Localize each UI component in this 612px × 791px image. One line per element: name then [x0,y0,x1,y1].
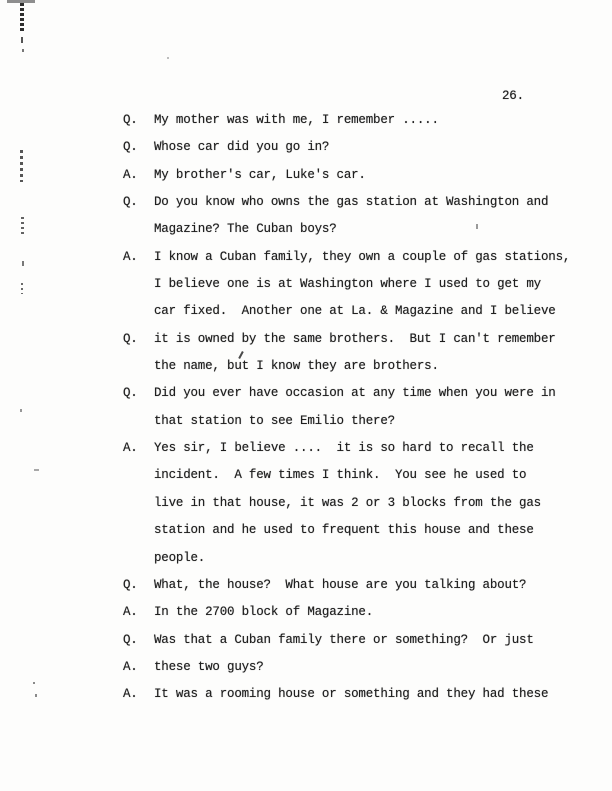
transcript [0,111,612,713]
transcript-line [0,248,612,275]
scan-artifact [167,57,169,59]
line-text: It was a rooming house or something and they had these [154,687,549,702]
line-text: these two guys? [154,659,264,674]
transcript-line [0,138,612,165]
scan-artifact [20,3,24,33]
speaker-label: A. [123,249,138,264]
transcript-line [0,166,612,193]
transcript-line [0,576,612,603]
speaker-label: Q. [123,113,138,127]
speaker-label: Q. [123,632,138,647]
speaker-label: Q. [123,386,138,401]
line-text: Whose car did you go in? [154,140,330,155]
line-text: I know a Cuban family, they own a couple of gas stations, [154,249,571,264]
line-text: In the 2700 block of Magazine. [154,605,374,620]
line-text: My mother was with me, I remember ..... [154,113,439,127]
speaker-label: A. [123,659,138,674]
speaker-label: A. [123,167,138,182]
scan-artifact [22,49,24,52]
line-text: live in that house, it was 2 or 3 blocks from the gas [154,495,541,510]
speaker-label: Q. [123,195,138,210]
line-text: I believe one is at Washington where I used to get my [154,277,541,292]
transcript-line [0,603,612,630]
line-text: that station to see Emilio there? [154,413,395,428]
line-text: Do you know who owns the gas station at Washington and [154,195,549,210]
transcript-line [0,220,612,247]
transcript-line [0,384,612,411]
transcript-line [0,111,612,138]
transcript-line [0,412,612,439]
transcript-line [0,330,612,357]
line-text: What, the house? What house are you talking about? [154,577,527,592]
transcript-line [0,302,612,329]
line-text: people. [154,550,206,565]
speaker-label: A. [123,441,138,456]
line-text: it is owned by the same brothers. But I can't remember [154,331,556,346]
speaker-label: Q. [123,331,138,346]
transcript-line [0,439,612,466]
speaker-label: A. [123,605,138,620]
transcript-line [0,466,612,493]
transcript-line [0,658,612,685]
transcript-line [0,357,612,384]
transcript-line [0,685,612,712]
transcript-line [0,193,612,220]
line-text: incident. A few times I think. You see he used to [154,468,527,483]
scan-artifact [21,37,23,43]
page-number: 26. [502,89,524,103]
line-text: Did you ever have occasion at any time when you were in [154,386,556,401]
line-text: Was that a Cuban family there or something? Or just [154,632,534,647]
speaker-label: A. [123,687,138,702]
line-text: car fixed. Another one at La. & Magazine and I believe [154,304,556,319]
line-text: Yes sir, I believe .... it is so hard to recall the [154,441,534,456]
speaker-label: Q. [123,140,138,155]
speaker-label: Q. [123,577,138,592]
line-text: My brother's car, Luke's car. [154,167,366,182]
line-text: Magazine? The Cuban boys? [154,222,337,237]
line-text: station and he used to frequent this house and these [154,523,534,538]
transcript-line [0,549,612,576]
transcript-line [0,494,612,521]
transcript-line [0,275,612,302]
line-text: the name, but I know they are brothers. [154,359,439,374]
transcript-line [0,631,612,658]
transcript-line [0,521,612,548]
